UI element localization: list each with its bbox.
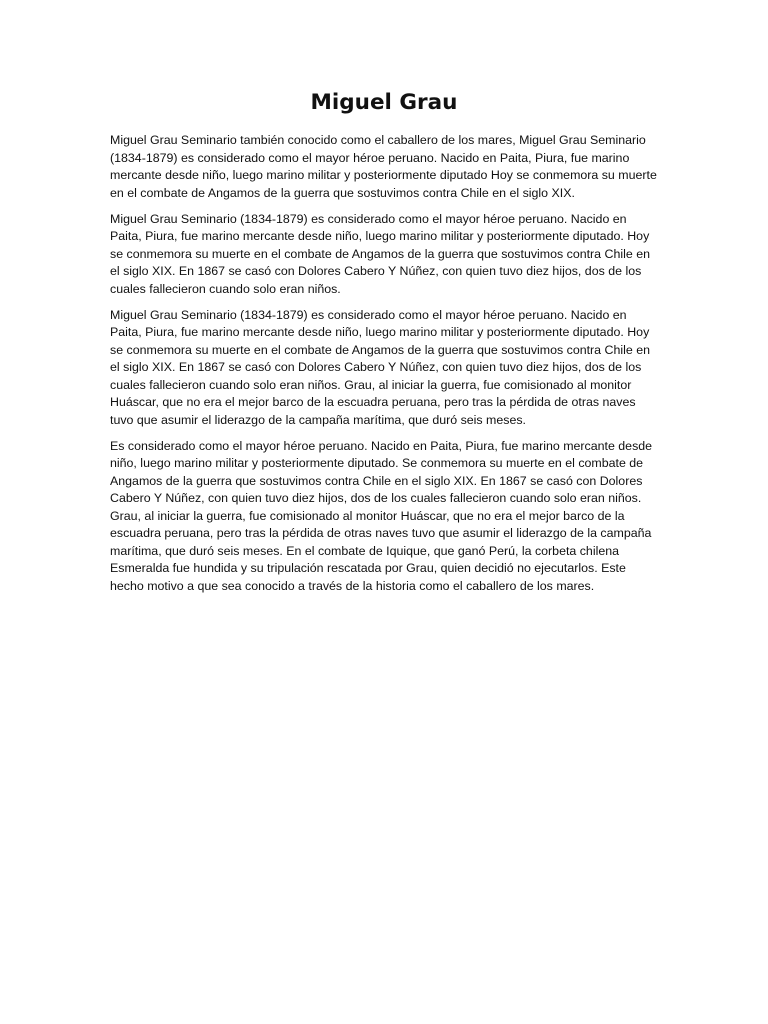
paragraph-2: Miguel Grau Seminario (1834-1879) es considerado como el mayor héroe peruano. Nacido en Paita, Piura, fue marino mercante desde niño, luego marino militar y posteriormente diputado. Hoy se conmemora su muerte en el combate de Angamos de la guerra que sostuvimos contra Chile en el siglo XIX. En 1867 se casó con Dolores Cabero Y Núñez, con quien tuvo diez hijos, dos de los cuales fallecieron cuando solo eran niños. xyxy=(110,211,650,296)
document-title: Miguel Grau xyxy=(310,90,458,115)
paragraph-4: Es considerado como el mayor héroe peruano. Nacido en Paita, Piura, fue marino mercante desde niño, luego marino militar y posteriormente diputado. Se conmemora su muerte en el combate de Angamos de la guerra que sostuvimos contra Chile en el siglo XIX. En 1867 se casó con Dolores Cabero Y Núñez, con quien tuvo diez hijos, dos de los cuales fallecieron cuando solo eran niños. Grau, al iniciar la guerra, fue comisionado al monitor Huáscar, que no era el mejor barco de la escuadra peruana, pero tras la pérdida de otras naves tuvo que asumir el liderazgo de la campaña marítima, que duró seis meses. En el combate de Iquique, que ganó Perú, la corbeta chilena Esmeralda fue hundida y su tripulación rescatada por Grau, quien decidió no ejecutarlos. Este hecho motivo a que sea conocido a través de la historia como el caballero de los mares. xyxy=(110,438,653,593)
document-body xyxy=(110,86,658,604)
paragraph-3: Miguel Grau Seminario (1834-1879) es considerado como el mayor héroe peruano. Nacido en Paita, Piura, fue marino mercante desde niño, luego marino militar y posteriormente diputado. Hoy se conmemora su muerte en el combate de Angamos de la guerra que sostuvimos contra Chile en el siglo XIX. En 1867 se casó con Dolores Cabero Y Núñez, con quien tuvo diez hijos, dos de los cuales fallecieron cuando solo eran niños. Grau, al iniciar la guerra, fue comisionado al monitor Huáscar, que no era el mejor barco de la escuadra peruana, pero tras la pérdida de otras naves tuvo que asumir el liderazgo de la campaña marítima, que duró seis meses. xyxy=(110,307,650,427)
paragraph-1: Miguel Grau Seminario también conocido como el caballero de los mares, Miguel Grau Seminario (1834-1879) es considerado como el mayor héroe peruano. Nacido en Paita, Piura, fue marino mercante desde niño, luego marino militar y posteriormente diputado Hoy se conmemora su muerte en el combate de Angamos de la guerra que sostuvimos contra Chile en el siglo XIX. xyxy=(110,133,657,200)
